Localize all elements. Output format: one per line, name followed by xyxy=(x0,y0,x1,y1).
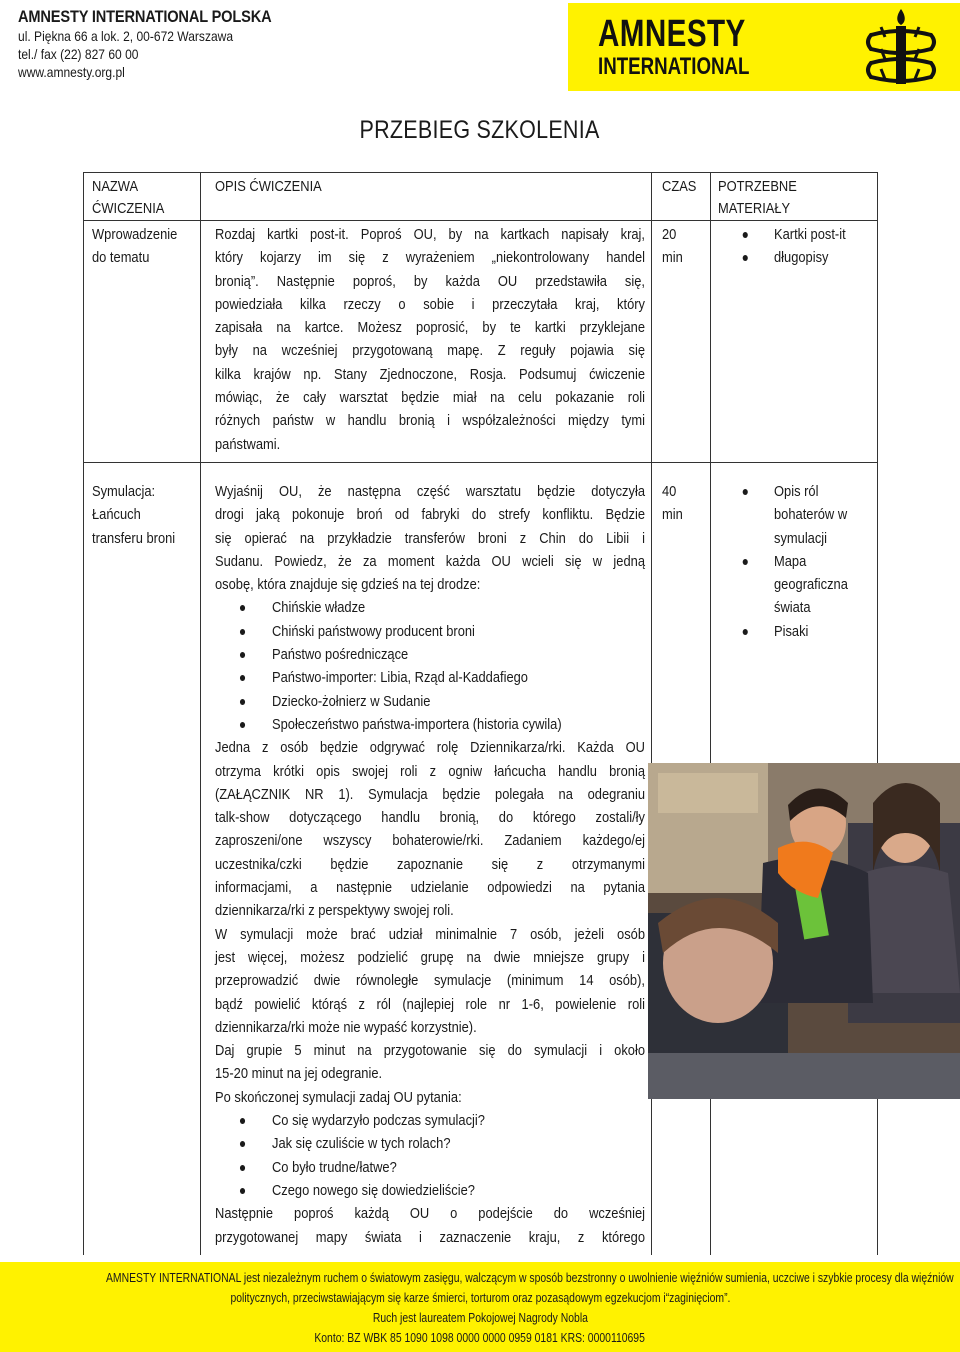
footer-mission-2: politycznych, przeciwstawiającym się karze śmierci, torturom oraz pozasądowym egzekucjom i“zaginięciom”. xyxy=(230,1290,730,1305)
materials-list-item: geograficzna xyxy=(773,576,848,594)
description-line: Następnie poproś każdą OU o podejście do wcześniej xyxy=(215,1205,645,1223)
description-line: Jedna z osób będzie odgrywać rolę Dziennikarza/rki. Każda OU xyxy=(215,739,645,757)
description-line: talk-show dotyczącego handlu bronią, do którego zostali/ły xyxy=(215,809,645,827)
footer-nobla: Ruch jest laureatem Pokojowej Nagrody Nobla xyxy=(372,1310,588,1325)
role-list-item: Chińskie władze xyxy=(215,596,645,619)
description-line: były na wcześniej przygotowaną mapę. Z reguły pojawia się xyxy=(215,342,645,360)
description-line: dziennikarza/rki z perspektywy swojej roli. xyxy=(215,902,454,920)
description-line: dziennikarza/rki może nie wypaść korzystnie). xyxy=(215,1018,477,1036)
description-line: osobę, która znajduje się gdzieś na tej drodze: xyxy=(215,576,481,594)
logo-line-1: AMNESTY xyxy=(598,13,746,55)
materials-list-item: Mapa xyxy=(716,550,854,573)
role-list-item: Społeczeństwo państwa-importera (historia cywila) xyxy=(215,713,645,736)
row2-time: 40 min xyxy=(662,483,683,524)
description-line: Sudanu. Powiedz, że za moment każda OU wcieli się w jedną xyxy=(215,552,645,570)
header-time: CZAS xyxy=(662,178,697,195)
org-phone: tel./ fax (22) 827 60 00 xyxy=(18,46,139,62)
description-line: się opierać na przykładzie transferów broni z Chin do Libii i xyxy=(215,529,645,547)
materials-list-item: świata xyxy=(773,599,811,617)
row-divider xyxy=(84,462,877,463)
question-list-item: Jak się czuliście w tych rolach? xyxy=(215,1132,645,1155)
description-line: informacjami, a następnie udzielanie odpowiedzi na pytania xyxy=(215,879,645,897)
description-line: (ZAŁĄCZNIK NR 1). Symulacja będzie polegała na odegraniu xyxy=(215,785,645,803)
description-line: państwami. xyxy=(215,435,281,453)
description-line: mówiąc, że cały warsztat będzie miał na celu pokazanie roli xyxy=(215,389,645,407)
description-line: drogi jaką pokonuje broń od fabryki do strefy konfliktu. Będzie xyxy=(215,506,645,524)
description-line: Wyjaśnij OU, że następna część warsztatu będzie dotyczyła xyxy=(215,483,645,500)
org-website[interactable]: www.amnesty.org.pl xyxy=(18,64,125,80)
description-line: Po skończonej symulacji zadaj OU pytania: xyxy=(215,1088,462,1106)
role-list-item: Chiński państwowy producent broni xyxy=(215,620,645,643)
description-line: jest więcej, możesz podzielić grupę na dwie mniejsze grupy i xyxy=(215,948,645,966)
org-contact-block xyxy=(18,6,348,81)
materials-list-item: Pisaki xyxy=(716,620,854,643)
header-materials: POTRZEBNE MATERIAŁY xyxy=(718,178,797,217)
page-title: PRZEBIEG SZKOLENIA xyxy=(359,116,601,144)
footer-band xyxy=(0,1262,960,1352)
materials-list-item: długopisy xyxy=(716,246,854,269)
workshop-photo xyxy=(648,763,960,1099)
materials-list-item: symulacji xyxy=(773,529,828,547)
description-line: 15-20 minut na jej odegranie. xyxy=(215,1065,383,1083)
logo-wordmark xyxy=(598,15,792,81)
materials-list-item: Opis ról xyxy=(716,480,854,503)
row1-time: 20 min xyxy=(662,226,683,267)
role-list-item: Państwo-importer: Libia, Rząd al-Kaddafiego xyxy=(215,666,645,689)
candle-barbed-wire-icon xyxy=(863,5,939,89)
footer-mission-1: AMNESTY INTERNATIONAL jest niezależnym ruchem o światowym zasięgu, walczącym w sposób bezstronny o uwolnienie więźniów sumienia, uczciwe i szybkie procesy dla więźniów xyxy=(105,1270,954,1285)
materials-list-item: bohaterów w xyxy=(773,506,848,524)
question-list-item: Co było trudne/łatwe? xyxy=(215,1156,645,1179)
description-line: uczestnika/czki będzie zapoznanie się z otrzymanymi xyxy=(215,855,645,873)
row1-description xyxy=(215,223,645,456)
description-line: zaproszeni/one wszyscy bohaterowie/rki. Zadaniem każdego/ej xyxy=(215,832,645,850)
description-line: który kojarzy im się z wyrażeniem „niekontrolowany handel xyxy=(215,249,645,267)
row2-name: Symulacja: Łańcuch transferu broni xyxy=(92,483,176,547)
description-line: zapisała na kartce. Możesz poprosić, by te kartki przyklejane xyxy=(215,319,645,337)
description-line: bronią”. Następnie poproś, by każda OU przedstawiła się, xyxy=(215,272,645,290)
materials-list-item: Kartki post-it xyxy=(716,223,854,246)
row2-description xyxy=(215,480,645,1249)
row1-name: Wprowadzenie do tematu xyxy=(92,226,178,267)
org-address: ul. Piękna 66 a lok. 2, 00-672 Warszawa xyxy=(18,28,234,44)
description-line: Daj grupie 5 minut na przygotowanie się do symulacji i około xyxy=(215,1042,645,1060)
question-list-item: Czego nowego się dowiedzieliście? xyxy=(215,1179,645,1202)
header-name: NAZWA ĆWICZENIA xyxy=(92,178,165,217)
description-line: bądź powielić którąś z ról (najlepiej role nr 1-6, powielenie roli xyxy=(215,995,645,1013)
description-line: przygotowanej mapy świata i zaznaczenie kraju, z którego xyxy=(215,1228,645,1246)
amnesty-logo xyxy=(568,3,960,91)
role-list-item: Dziecko-żołnierz w Sudanie xyxy=(215,690,645,713)
description-line: przeprowadzić dwie równoległe symulacje (minimum 14 osób), xyxy=(215,972,645,990)
row2-materials xyxy=(716,480,876,643)
question-list-item: Co się wydarzyło podczas symulacji? xyxy=(215,1109,645,1132)
logo-line-2: INTERNATIONAL xyxy=(598,53,750,80)
header-description: OPIS ĆWICZENIA xyxy=(215,178,322,195)
description-line: powiedziała kilka rzeczy o sobie i przeczytała kraj, który xyxy=(215,295,645,313)
description-line: otrzyma krótki opis swojej roli z ogniw łańcucha handlu bronią xyxy=(215,762,645,780)
description-line: W symulacji może brać udział minimalnie 7 osób, jeżeli osób xyxy=(215,925,645,943)
description-line: Rozdaj kartki post-it. Poproś OU, by na kartkach napisały kraj, xyxy=(215,226,645,243)
footer-account: Konto: BZ WBK 85 1090 1098 0000 0000 0959 0181 KRS: 0000110695 xyxy=(314,1330,646,1345)
description-line: różnych państw w handlu bronią i współzależności między tymi xyxy=(215,412,645,430)
org-name: AMNESTY INTERNATIONAL POLSKA xyxy=(18,7,272,26)
description-line: kilka krajów np. Stany Zjednoczone, Rosja. Podsumuj ćwiczenie xyxy=(215,365,645,383)
role-list-item: Państwo pośredniczące xyxy=(215,643,645,666)
row1-materials xyxy=(716,223,876,270)
